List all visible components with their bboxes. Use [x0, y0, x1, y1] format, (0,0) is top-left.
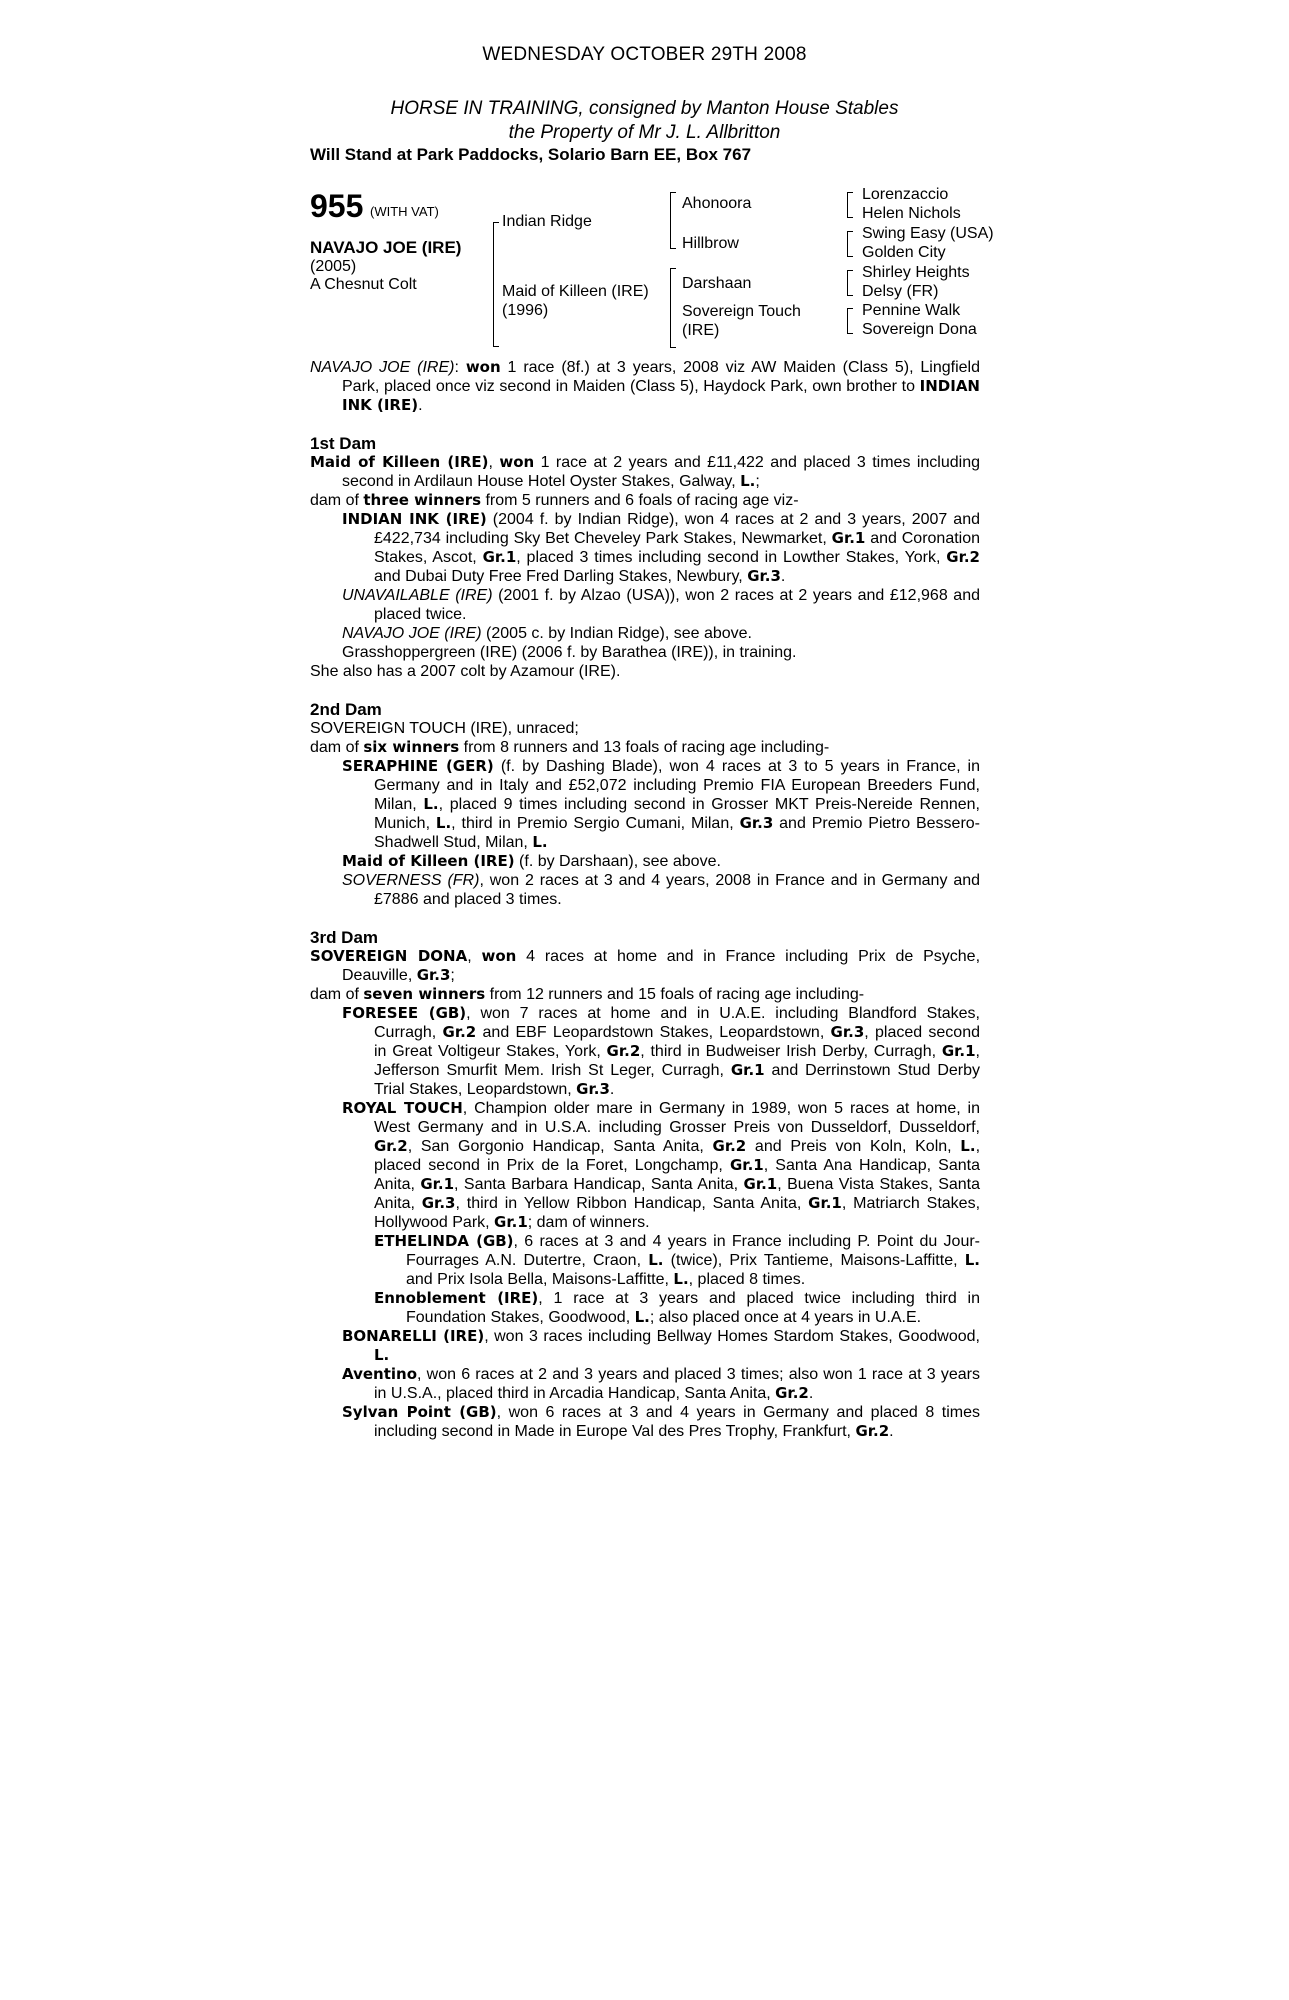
pedigree-dam-dam: Sovereign Touch	[682, 303, 801, 320]
first-dam-heading: 1st Dam	[310, 434, 377, 453]
pedigree-sire-dam: Hillbrow	[682, 235, 739, 252]
pedigree-brace-gen1	[493, 222, 494, 347]
pedigree-brace-g3-3	[847, 270, 848, 296]
produce-entry: INDIAN INK (IRE) (2004 f. by Indian Ridge), won 4 races at 2 and 3 years, 2007 and £422,734 including Sky Bet Cheveley Park Stakes, Newmarket, Gr.1 and Coronation Stakes, Ascot, Gr.1, placed 3 times including second in Lowther Stakes, York, Gr.2 and Dubai Duty Free Fred Darling Stakes, Newbury, Gr.3.	[342, 510, 981, 585]
horse-description: A Chesnut Colt	[310, 276, 417, 293]
catalogue-body	[310, 358, 980, 1441]
pedigree-dam-dam-suffix: (IRE)	[682, 322, 720, 339]
pedigree-sire-sire: Ahonoora	[682, 195, 752, 212]
third-dam-record: SOVEREIGN DONA, won 4 races at home and in France including Prix de Psyche, Deauville, Gr.3;	[310, 947, 981, 984]
produce-entry: Sylvan Point (GB), won 6 races at 3 and 4 years in Germany and placed 8 times including second in Made in Europe Val des Pres Trophy, Frankfurt, Gr.2.	[342, 1403, 980, 1440]
pedigree-g3-2: Helen Nichols	[862, 205, 961, 222]
third-dam-heading: 3rd Dam	[310, 928, 379, 947]
pedigree-dam-year: (1996)	[502, 302, 549, 319]
produce-entry: Grasshoppergreen (IRE) (2006 f. by Barathea (IRE)), in training.	[342, 644, 797, 661]
second-dam-produce-summary: dam of six winners from 8 runners and 13 foals of racing age including-	[310, 738, 830, 756]
produce-entry: Maid of Killeen (IRE) (f. by Darshaan), see above.	[342, 852, 721, 870]
pedigree-g3-6: Delsy (FR)	[862, 283, 939, 300]
pedigree-dam: Maid of Killeen (IRE)	[502, 283, 649, 300]
consignor-line: HORSE IN TRAINING, consigned by Manton House Stables	[390, 98, 899, 119]
produce-entry: SOVERNESS (FR), won 2 races at 3 and 4 years, 2008 in France and in Germany and £7886 and placed 3 times.	[342, 872, 981, 908]
second-dam-heading: 2nd Dam	[310, 700, 382, 719]
third-dam-produce-summary: dam of seven winners from 12 runners and 15 foals of racing age including-	[310, 985, 865, 1003]
produce-sub-entry: Ennoblement (IRE), 1 race at 3 years and placed twice including third in Foundation Stakes, Goodwood, L.; also placed once at 4 years in U.A.E.	[374, 1289, 981, 1326]
produce-entry: BONARELLI (IRE), won 3 races including Bellway Homes Stardom Stakes, Goodwood, L.	[342, 1327, 981, 1364]
pedigree-brace-sire	[670, 192, 671, 249]
pedigree-brace-g3-4	[847, 308, 848, 334]
location-line: Will Stand at Park Paddocks, Solario Barn EE, Box 767	[310, 145, 752, 164]
pedigree-g3-5: Shirley Heights	[862, 264, 970, 281]
produce-entry: ROYAL TOUCH, Champion older mare in Germany in 1989, won 5 races at home, in West Germany and in U.S.A. including Grosser Preis von Dusseldorf, Dusseldorf, Gr.2, San Gorgonio Handicap, Santa Anita, Gr.2 and Preis von Koln, Koln, L., placed second in Prix de la Foret, Longchamp, Gr.1, Santa Ana Handicap, Santa Anita, Gr.1, Santa Barbara Handicap, Santa Anita, Gr.1, Buena Vista Stakes, Santa Anita, Gr.3, third in Yellow Ribbon Handicap, Santa Anita, Gr.1, Matriarch Stakes, Hollywood Park, Gr.1; dam of winners.	[342, 1099, 981, 1231]
pedigree-g3-3: Swing Easy (USA)	[862, 225, 994, 242]
pedigree-g3-1: Lorenzaccio	[862, 186, 949, 203]
vat-note: (WITH VAT)	[370, 204, 439, 219]
first-dam-produce-summary: dam of three winners from 5 runners and 6 foals of racing age viz-	[310, 491, 799, 509]
lot-number: 955	[310, 188, 364, 224]
first-dam-record: Maid of Killeen (IRE), won 1 race at 2 years and £11,422 and placed 3 times including second in Ardilaun House Hotel Oyster Stakes, Galway, L.;	[310, 453, 981, 490]
produce-entry: SERAPHINE (GER) (f. by Dashing Blade), won 4 races at 3 to 5 years in France, in Germany and in Italy and £52,072 including Premio FIA European Breeders Fund, Milan, L., placed 9 times including second in Grosser MKT Preis-Nereide Rennen, Munich, L., third in Premio Sergio Cumani, Milan, Gr.3 and Premio Pietro Bessero-Shadwell Stud, Milan, L.	[342, 757, 981, 851]
horse-name: NAVAJO JOE (IRE)	[310, 238, 462, 257]
sale-date-header: WEDNESDAY OCTOBER 29TH 2008	[482, 44, 807, 65]
produce-entry: NAVAJO JOE (IRE) (2005 c. by Indian Ridge), see above.	[342, 625, 752, 642]
pedigree-g3-8: Sovereign Dona	[862, 321, 977, 338]
second-dam-record: SOVEREIGN TOUCH (IRE), unraced;	[310, 720, 579, 737]
horse-year: (2005)	[310, 258, 357, 275]
pedigree-brace-g3-2	[847, 231, 848, 257]
produce-note: She also has a 2007 colt by Azamour (IRE).	[310, 663, 621, 680]
pedigree-g3-4: Golden City	[862, 244, 946, 261]
pedigree-sire: Indian Ridge	[502, 213, 592, 230]
pedigree-dam-sire: Darshaan	[682, 275, 752, 292]
pedigree-brace-dam	[670, 268, 671, 348]
produce-entry: UNAVAILABLE (IRE) (2001 f. by Alzao (USA)), won 2 races at 2 years and £12,968 and placed twice.	[342, 587, 981, 623]
produce-sub-entry: ETHELINDA (GB), 6 races at 3 and 4 years in France including P. Point du Jour-Fourrages A.N. Dutertre, Craon, L. (twice), Prix Tantieme, Maisons-Laffitte, L. and Prix Isola Bella, Maisons-Laffitte, L., placed 8 times.	[374, 1232, 980, 1288]
pedigree-brace-g3-1	[847, 192, 848, 218]
property-line: the Property of Mr J. L. Allbritton	[508, 122, 781, 143]
produce-entry: Aventino, won 6 races at 2 and 3 years and placed 3 times; also won 1 race at 3 years in U.S.A., placed third in Arcadia Handicap, Santa Anita, Gr.2.	[342, 1365, 980, 1402]
produce-entry: FORESEE (GB), won 7 races at home and in U.A.E. including Blandford Stakes, Curragh, Gr.2 and EBF Leopardstown Stakes, Leopardstown, Gr.3, placed second in Great Voltigeur Stakes, York, Gr.2, third in Budweiser Irish Derby, Curragh, Gr.1, Jefferson Smurfit Mem. Irish St Leger, Curragh, Gr.1 and Derrinstown Stud Derby Trial Stakes, Leopardstown, Gr.3.	[342, 1004, 981, 1098]
horse-summary: NAVAJO JOE (IRE): won 1 race (8f.) at 3 years, 2008 viz AW Maiden (Class 5), Lingfield Park, placed once viz second in Maiden (Class 5), Haydock Park, own brother to INDIAN INK (IRE).	[310, 358, 980, 414]
pedigree-g3-7: Pennine Walk	[862, 302, 961, 319]
pedigree-block	[310, 188, 1010, 348]
